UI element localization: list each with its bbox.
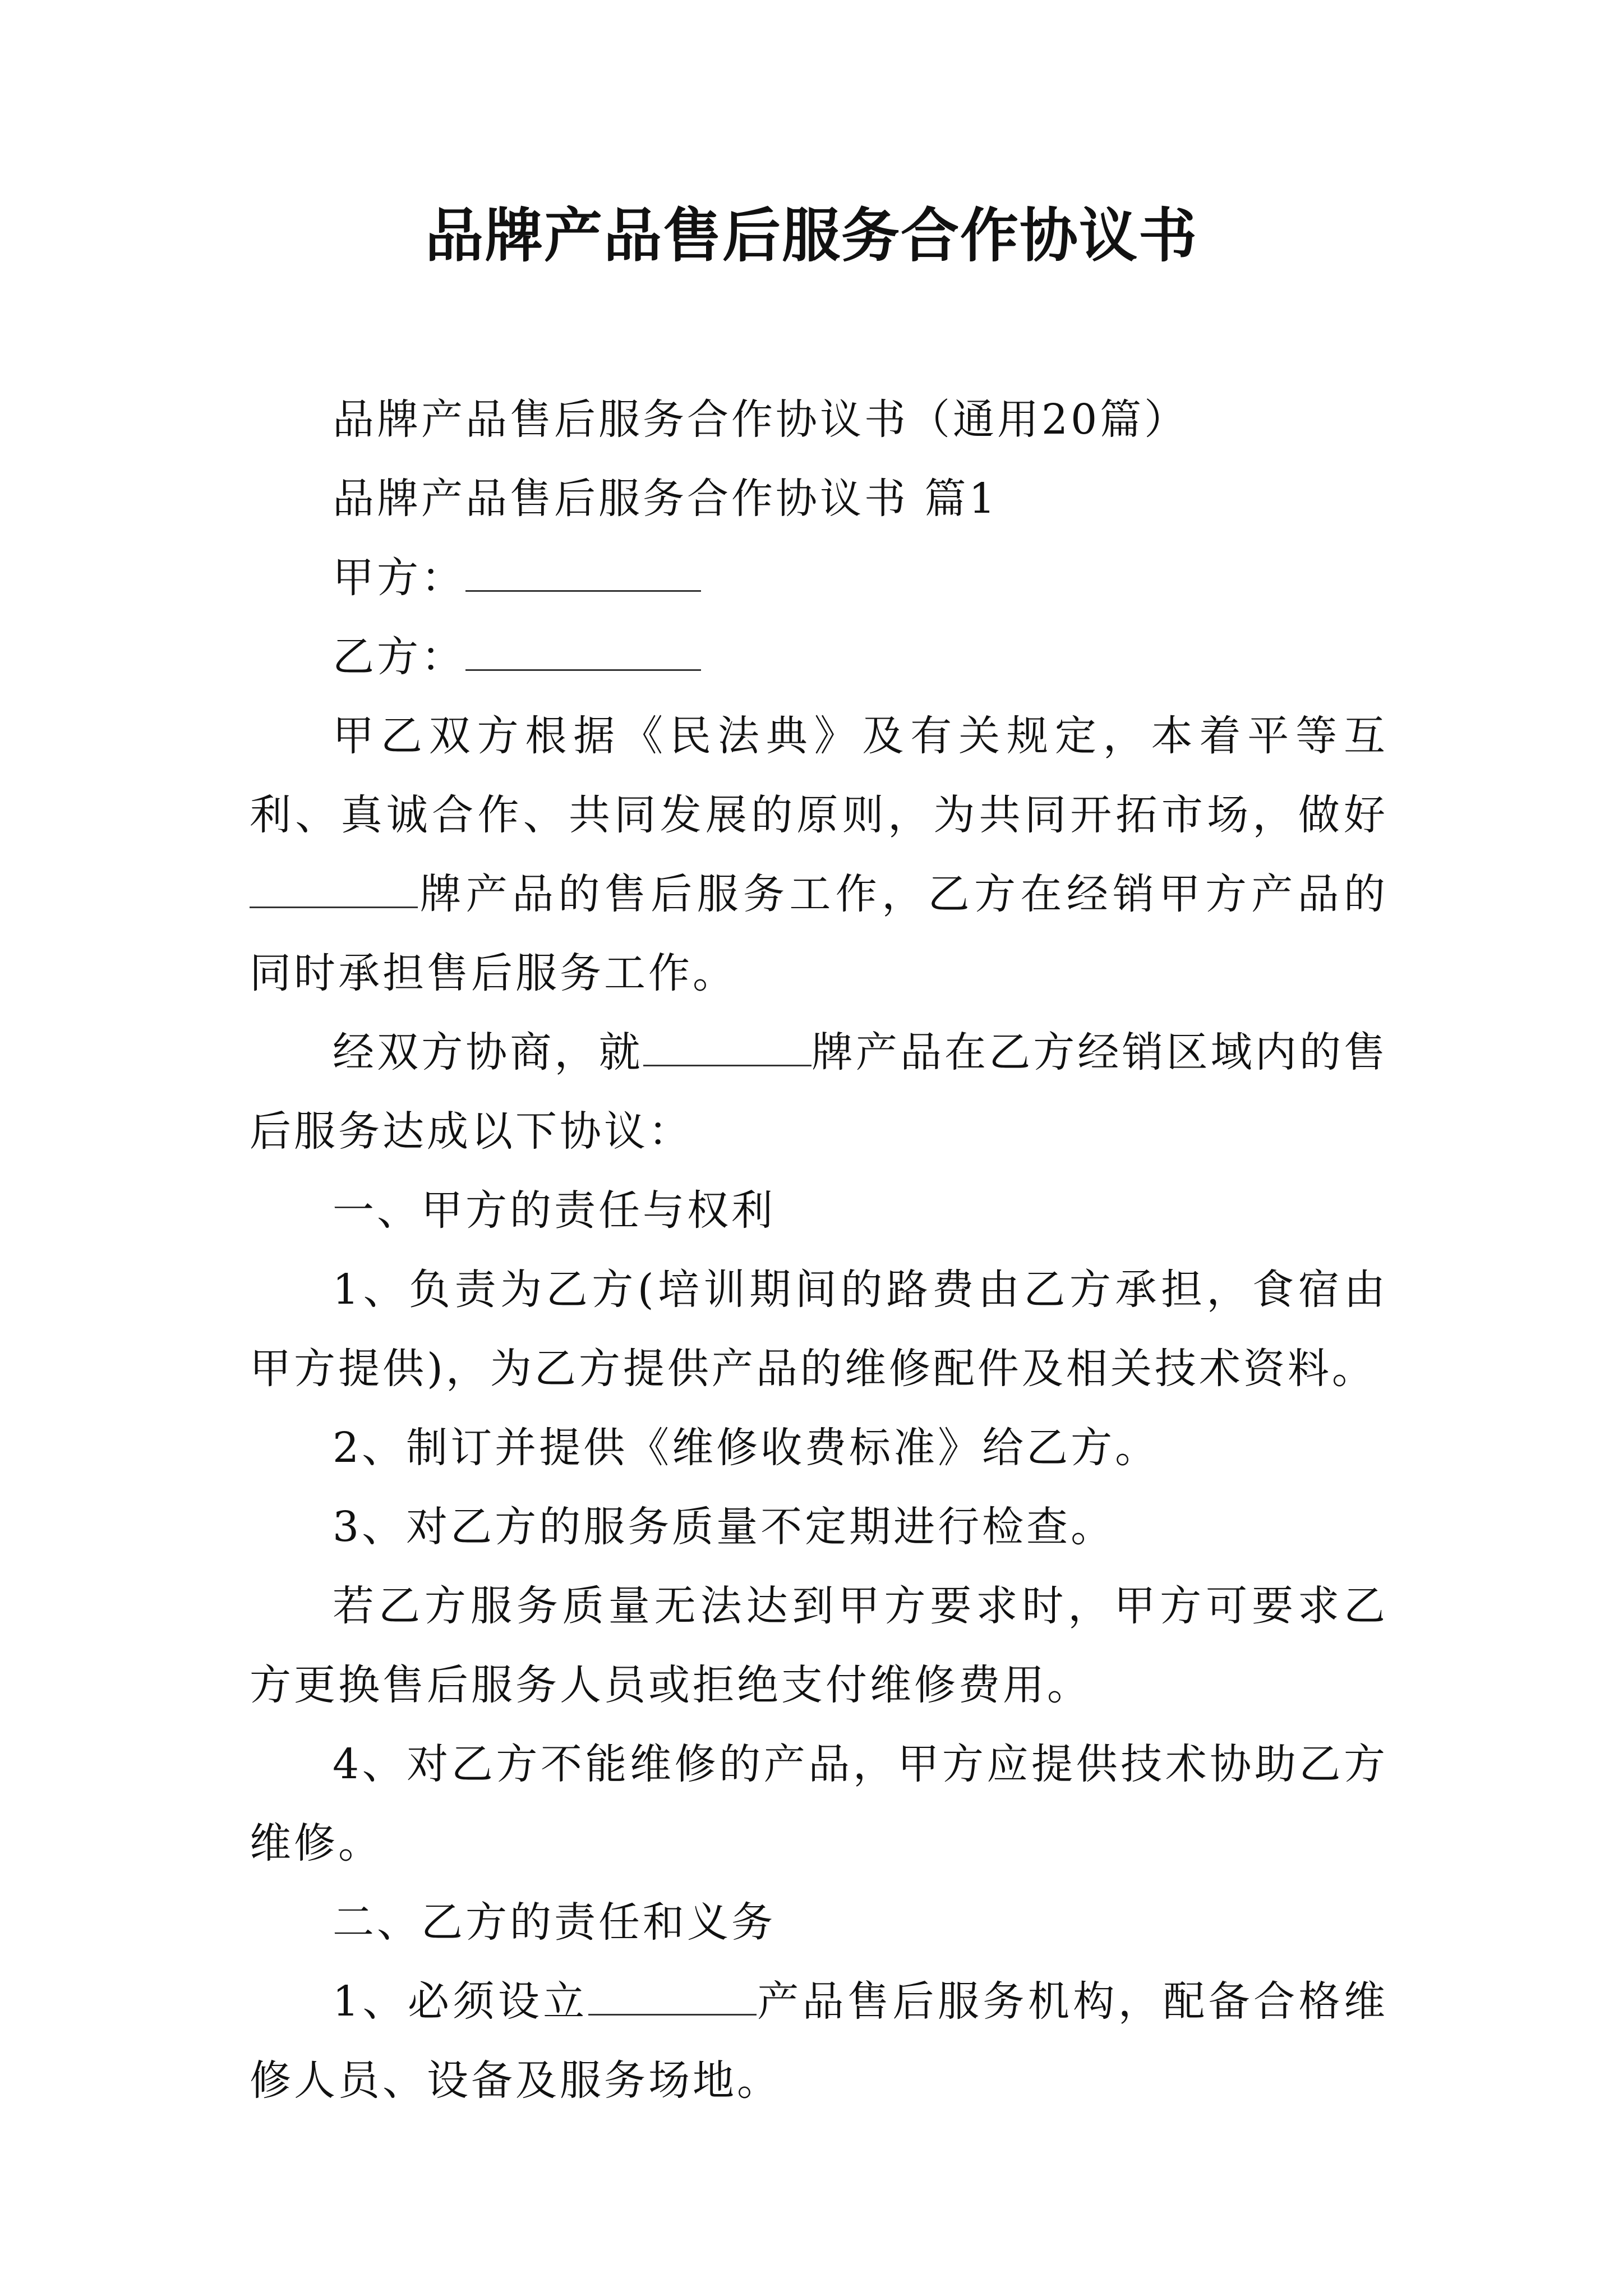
document-body	[250, 380, 1388, 2120]
paragraph-text: 2、制订并提供《维修收费标准》给乙方。	[333, 1424, 1160, 1472]
paragraph-text: 二、乙方的责任和义务	[333, 1898, 776, 1947]
paragraph-text: 若乙方服务质量无法达到甲方要求时，甲方可要求乙方更换售后服务人员或拒绝支付维修费用。	[250, 1582, 1388, 1709]
section-heading	[250, 1883, 1388, 1962]
paragraph-text: 1、负责为乙方(培训期间的路费由乙方承担，食宿由甲方提供)，为乙方提供产品的维修配件及相关技术资料。	[250, 1266, 1388, 1393]
paragraph-text: 甲方：	[333, 554, 465, 602]
paragraph-text: 品牌产品售后服务合作协议书 篇1	[333, 475, 998, 523]
paragraph	[250, 1567, 1388, 1725]
paragraph-text: 乙方：	[333, 633, 465, 681]
section-heading	[250, 1171, 1388, 1250]
paragraph	[250, 1725, 1388, 1883]
paragraph	[250, 1962, 1388, 2120]
document-title: 品牌产品售后服务合作协议书	[425, 201, 1198, 270]
fill-in-blank	[250, 867, 418, 908]
fill-in-blank	[588, 1975, 757, 2016]
paragraph	[250, 1409, 1388, 1488]
paragraph	[250, 1250, 1388, 1409]
paragraph	[250, 1013, 1388, 1171]
paragraph-text: 4、对乙方不能维修的产品，甲方应提供技术协助乙方维修。	[250, 1740, 1388, 1867]
paragraph-text: 3、对乙方的服务质量不定期进行检查。	[333, 1503, 1115, 1551]
party-a-line	[250, 539, 1388, 618]
paragraph-text: 经双方协商，就	[333, 1028, 643, 1076]
paragraph	[250, 380, 1388, 459]
paragraph-text: 牌产品在乙方经销区域内的售后服务达成以下协议：	[250, 1028, 1389, 1156]
paragraph-text: 产品售后服务机构，配备合格维修人员、设备及服务场地。	[250, 1977, 1388, 2105]
fill-in-blank	[643, 1025, 811, 1066]
paragraph-text: 牌产品的售后服务工作，乙方在经销甲方产品的同时承担售后服务工作。	[250, 870, 1388, 997]
paragraph-text: 甲乙双方根据《民法典》及有关规定，本着平等互利、真诚合作、共同发展的原则，为共同开拓市场，做好	[250, 712, 1388, 839]
paragraph-text: 品牌产品售后服务合作协议书（通用20篇）	[333, 395, 1189, 444]
paragraph	[250, 697, 1388, 1013]
paragraph	[250, 459, 1388, 539]
paragraph-text: 一、甲方的责任与权利	[333, 1186, 776, 1235]
paragraph-text: 1、必须设立	[333, 1977, 588, 2026]
fill-in-blank	[465, 551, 701, 592]
paragraph	[250, 1488, 1388, 1567]
fill-in-blank	[465, 630, 701, 671]
party-b-line	[250, 618, 1388, 697]
